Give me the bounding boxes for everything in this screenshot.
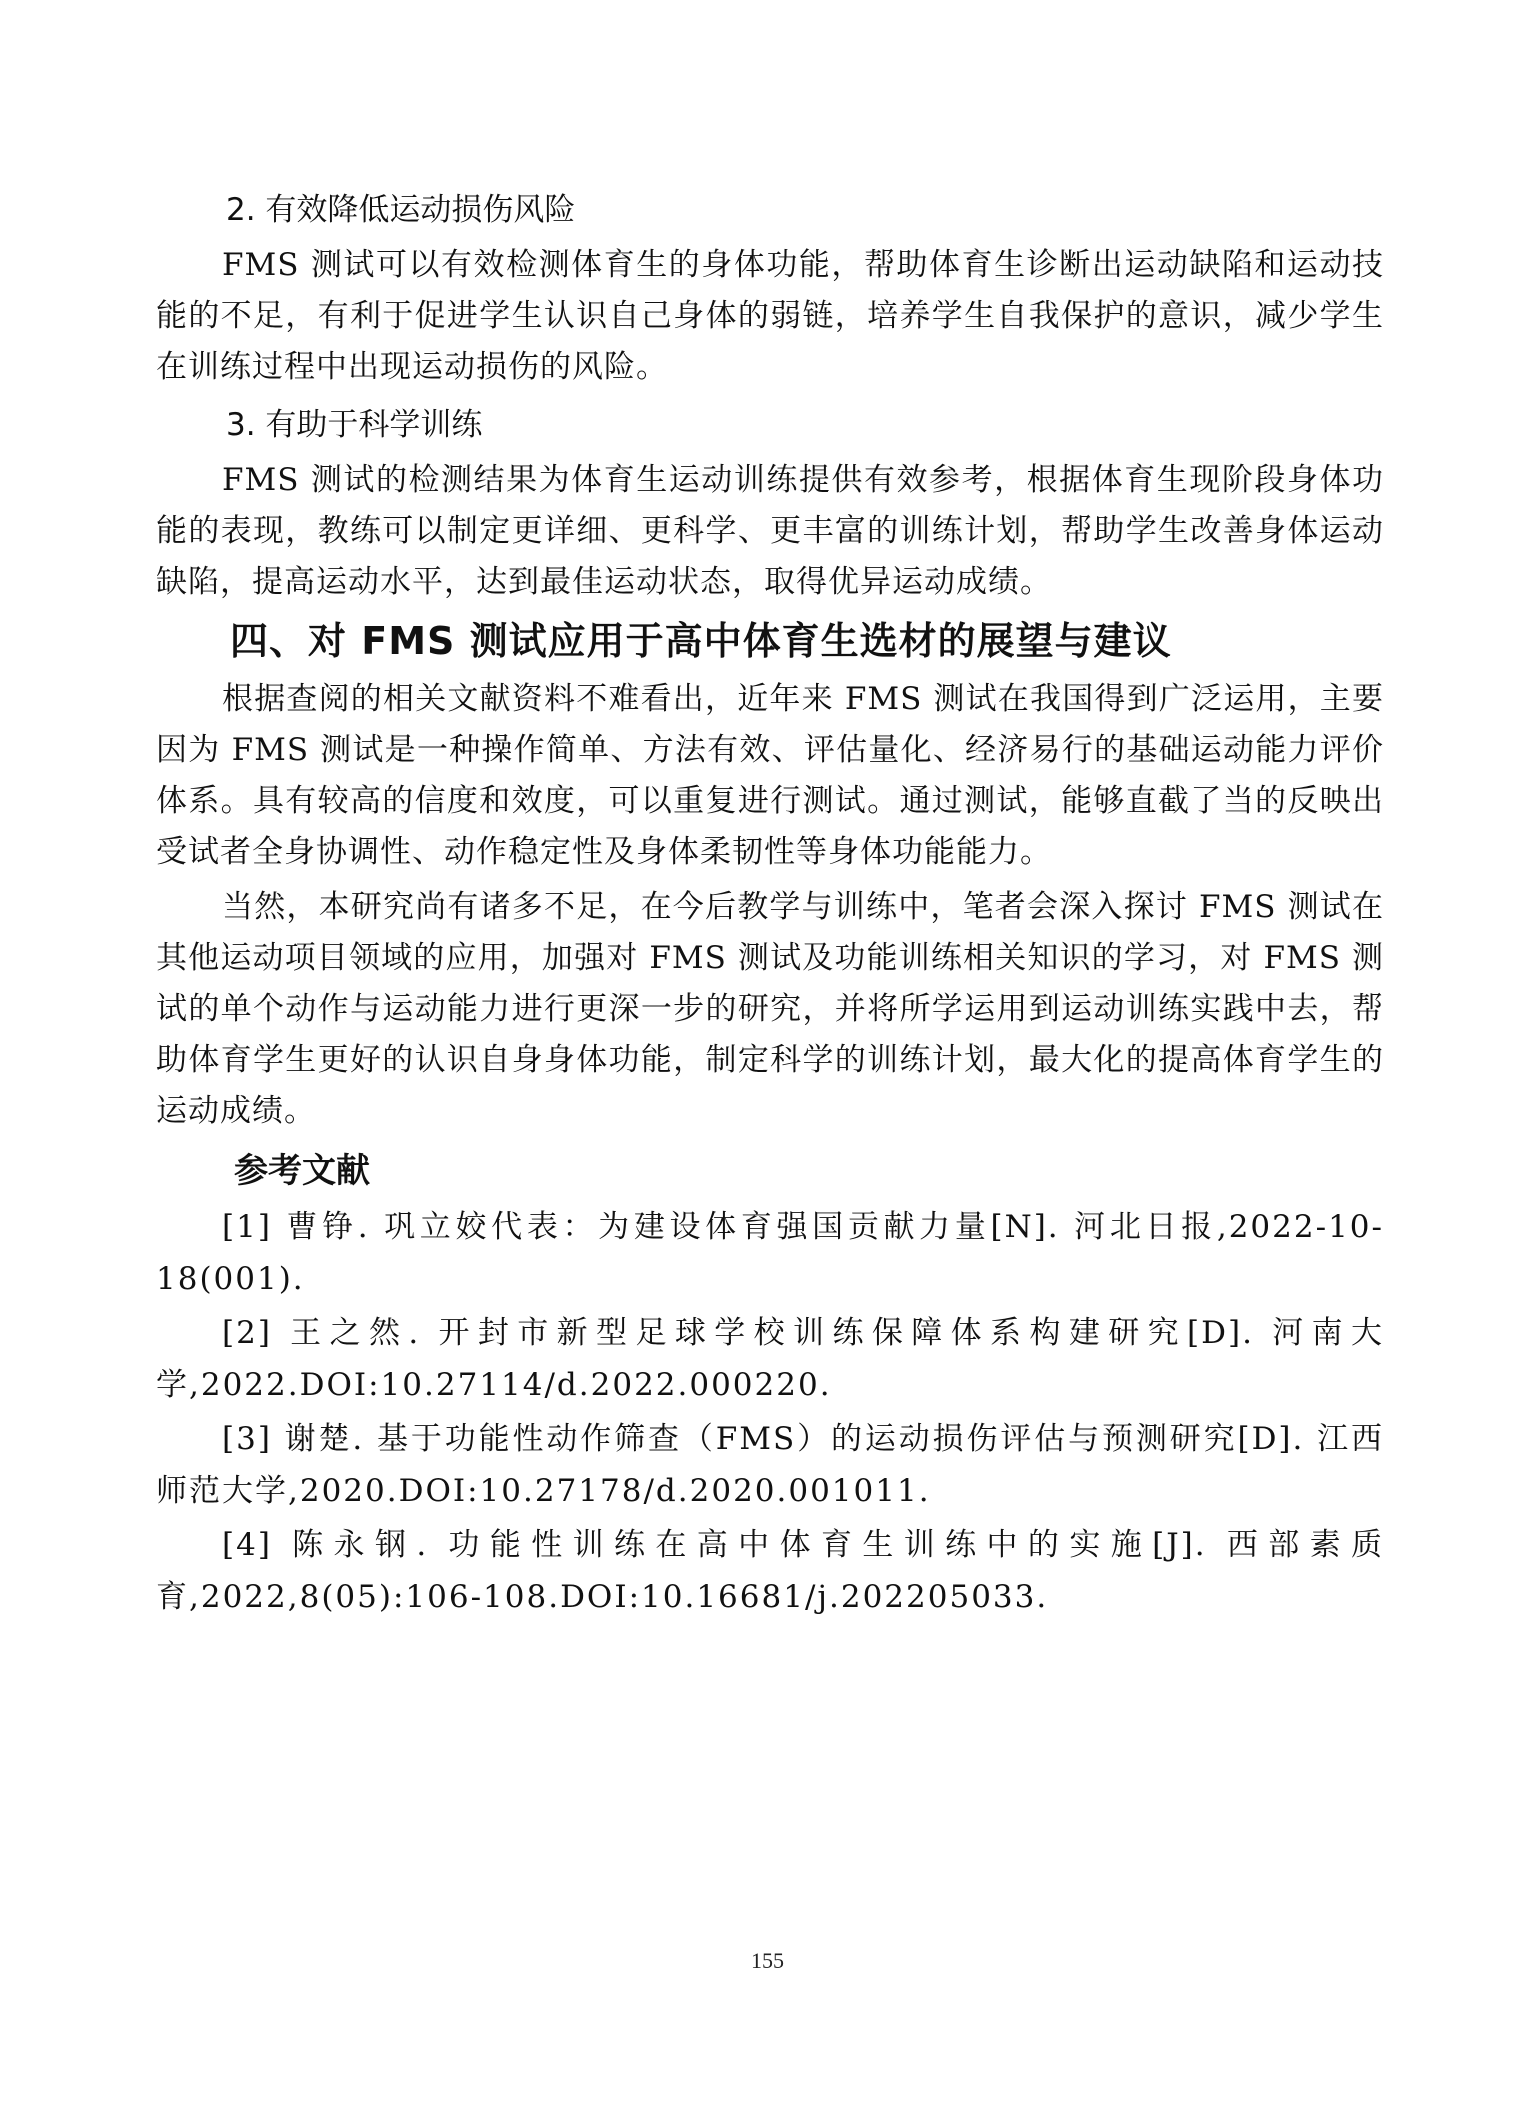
subsection-3-text: FMS 测试的检测结果为体育生运动训练提供有效参考，根据体育生现阶段身体功能的表现，教练可以制定更详细、更科学、更丰富的训练计划，帮助学生改善身体运动缺陷，提高运动水平，达到最佳运动状态，取得优异运动成绩。 [156, 462, 1384, 600]
subsection-2-text: FMS 测试可以有效检测体育生的身体功能，帮助体育生诊断出运动缺陷和运动技能的不足，有利于促进学生认识自己身体的弱链，培养学生自我保护的意识，减少学生在训练过程中出现运动损伤的风险。 [156, 247, 1384, 385]
section-4-title: 四、对 FMS 测试应用于高中体育生选材的展望与建议 [230, 619, 1172, 663]
section-4-paragraph-2: 当然，本研究尚有诸多不足，在今后教学与训练中，笔者会深入探讨 FMS 测试在其他运动项目领域的应用，加强对 FMS 测试及功能训练相关知识的学习，对 FMS 测试的单个动作与运动能力进行更深一步的研究，并将所学运用到运动训练实践中去，帮助体育学生更好的认识自身身体功能，制定科学的训练计划，最大化的提高体育学生的运动成绩。 [156, 889, 1384, 1129]
subsection-2-title: 2. 有效降低运动损伤风险 [226, 192, 576, 228]
reference-item: [2] 王之然. 开封市新型足球学校训练保障体系构建研究[D]. 河南大学,2022.DOI:10.27114/d.2022.000220. [156, 1315, 1384, 1403]
page-number: 155 [751, 1948, 784, 1973]
section-4-paragraph-1: 根据查阅的相关文献资料不难看出，近年来 FMS 测试在我国得到广泛运用，主要因为 FMS 测试是一种操作简单、方法有效、评估量化、经济易行的基础运动能力评价体系。具有较高的信度和效度，可以重复进行测试。通过测试，能够直截了当的反映出受试者全身协调性、动作稳定性及身体柔韧性等身体功能能力。 [156, 681, 1384, 870]
reference-item: [3] 谢楚. 基于功能性动作筛查（FMS）的运动损伤评估与预测研究[D]. 江西师范大学,2020.DOI:10.27178/d.2020.001011. [156, 1421, 1384, 1509]
references-title: 参考文献 [234, 1151, 370, 1191]
reference-item: [4] 陈永钢. 功能性训练在高中体育生训练中的实施[J]. 西部素质育,2022,8(05):106-108.DOI:10.16681/j.202205033. [156, 1527, 1384, 1615]
subsection-3-title: 3. 有助于科学训练 [226, 407, 483, 443]
page-content [156, 190, 1384, 1625]
reference-item: [1] 曹铮. 巩立姣代表：为建设体育强国贡献力量[N]. 河北日报,2022-10-18(001). [156, 1209, 1384, 1297]
